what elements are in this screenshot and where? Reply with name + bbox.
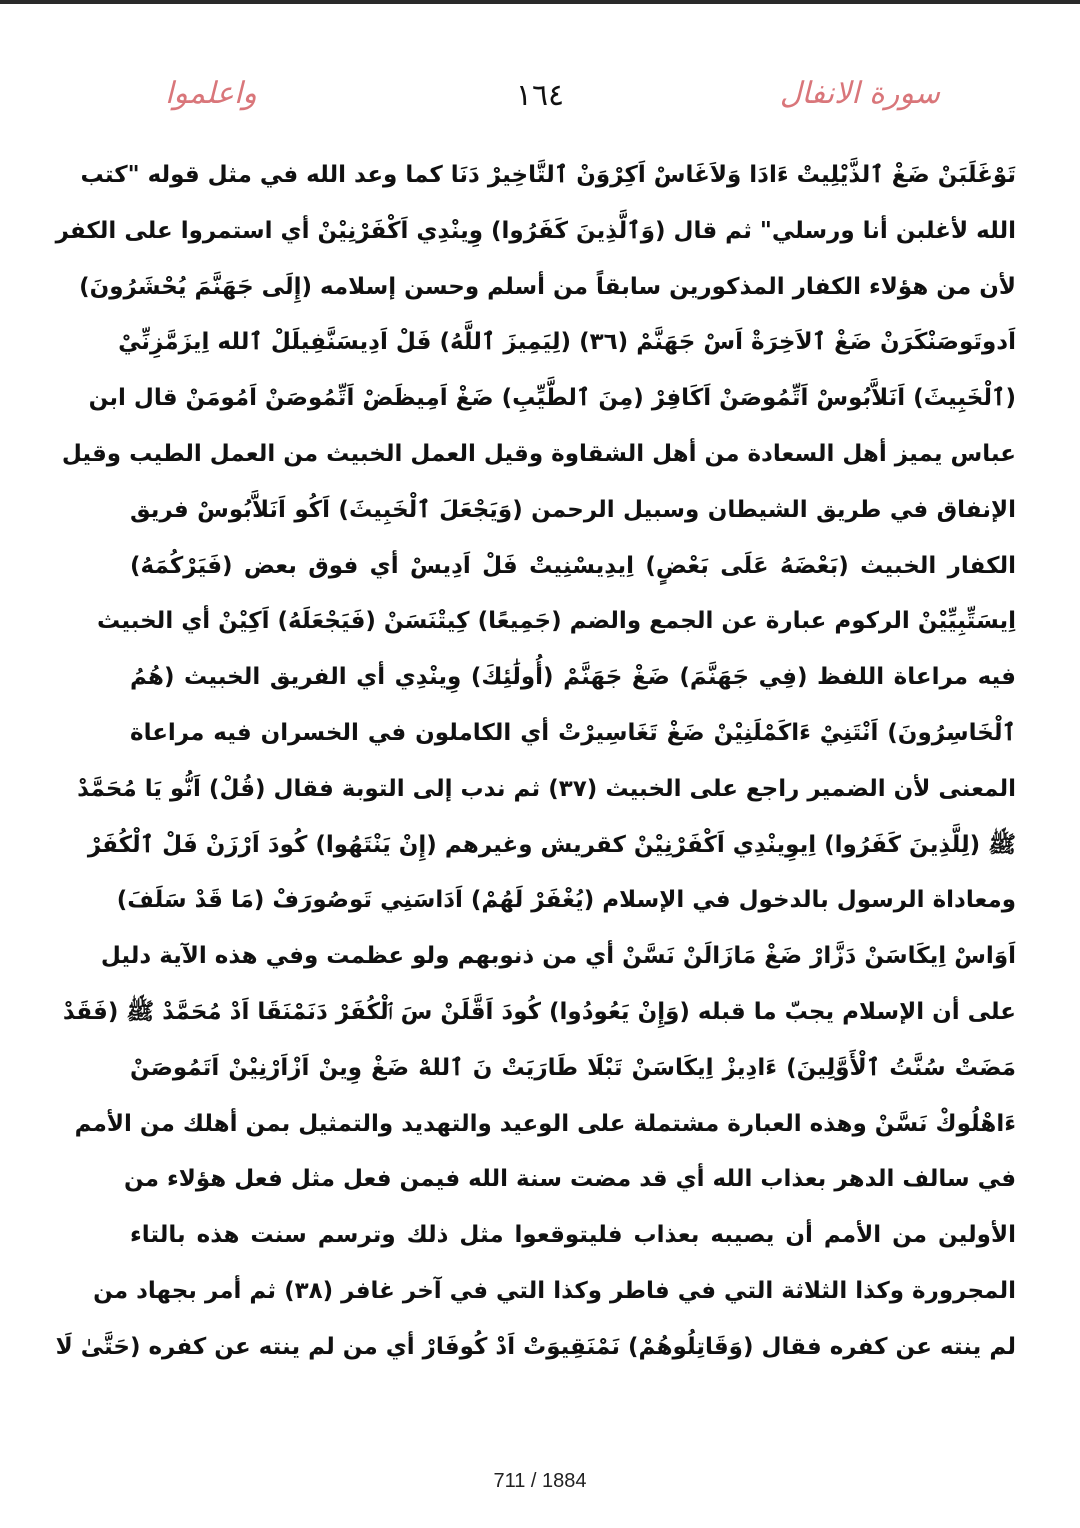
text-line: المعنى لأن الضمير راجع على الخبيث (٣٧) ثم ندب إلى التوبة فقال (قُلْ) اَنُّو يَا مُحَمَّدْ (77, 775, 1016, 802)
text-line: اَدوتَوصَنْكَرَنْ ضَغْ ٱلاَخِرَةْ اَسْ جَهَنَّمْ (٣٦) (لِيَمِيزَ ٱللَّهُ) فَلْ اَدِيسَنَّفِيلَلْ ٱلله اِيزَمَّزِنِّيْ (118, 329, 1016, 356)
scan-top-edge (0, 0, 1080, 4)
text-line: اَوَاسْ اِيكَاسَنْ دَزَّارْ ضَغْ مَازَالَنْ نَسَّنْ أي من ذنوبهم ولو عظمت وفي هذه الآية دليل (100, 943, 1016, 970)
pdf-page-counter: 711 / 1884 (493, 1470, 587, 1492)
text-line: لأن من هؤلاء الكفار المذكورين سابقاً من أسلم وحسن إسلامه (إِلَى جَهَنَّمَ يُحْشَرُونَ) (79, 273, 1016, 300)
text-line: على أن الإسلام يجبّ ما قبله (وَإِنْ يَعُودُوا) كُودَ اَقَّلَنْ سَ ٱلْكُفَرْ دَنَمْنَقَا اَدْ مُحَمَّدْ ﷺ (فَقَدْ (62, 998, 1016, 1025)
page-body-text (55, 148, 1016, 1378)
text-line: المجرورة وكذا الثلاثة التي في فاطر وكذا التي في آخر غافر (٣٨) ثم أمر بجهاد من (93, 1277, 1016, 1304)
handwritten-surah-note: سورة الانفال (779, 76, 940, 111)
text-line: فيه مراعاة اللفظ (فِي جَهَنَّمَ) ضَغْ جَهَنَّمْ (أُولَٰئِكَ) وِينْدِي أي الفريق الخبيث (هُمُ (130, 664, 1016, 691)
text-line: (ٱلْخَبِيثَ) اَنَلاَّبُوسْ اَتِّمُوصَنْ اَكَافِرْ (مِنَ ٱلطَّيِّبِ) ضَغْ اَمِيظَضْ اَتِّمُوصَنْ اَمُومَنْ قال ابن (88, 385, 1016, 412)
text-line: اِيسَتِّبِيِّيْنْ الركوم عبارة عن الجمع والضم (جَمِيعًا) كِيتْنَسَنْ (فَيَجْعَلَهُ) اَكِيْنْ أي الخبيث (96, 608, 1016, 635)
text-line: تَوْغَلَبَنْ ضَغْ ٱلذَّيْلِيتْ ءَادَا وَلاَغَاسْ اَكِرْوَنْ ٱلتَّاخِيرْ دَنَا كما وعد الله في مثل قوله "كتب (80, 162, 1016, 188)
text-line: ﷺ (لِلَّذِينَ كَفَرُوا) اِيوِينْدِي اَكْفَرْنِيْنْ كقريش وغيرهم (إِنْ يَنْتَهُوا) كُودَ اَرْزَنْ فَلْ ٱلْكُفَرْ (87, 831, 1016, 858)
text-line: الإنفاق في طريق الشيطان وسبيل الرحمن (وَيَجْعَلَ ٱلْخَبِيثَ) اَكُو اَنَلاَّبُوسْ فريق (130, 496, 1016, 523)
text-line: في سالف الدهر بعذاب الله أي قد مضت سنة الله فيمن فعل مثل فعل هؤلاء من (124, 1166, 1016, 1193)
text-line: عباس يميز أهل السعادة من أهل الشقاوة وقيل العمل الخبيث من العمل الطيب وقيل (61, 440, 1016, 467)
handwritten-margin-note: واعلموا (165, 76, 257, 111)
text-line: الأولين من الأمم أن يصيبه بعذاب فليتوقعوا مثل ذلك وترسم سنت هذه بالتاء (130, 1222, 1016, 1249)
text-line: مَضَتْ سُنَّتُ ٱلْأَوَّلِينَ) ءَادِيزْ اِيكَاسَنْ تَبْلَا طَارَيَتْ نَ ٱللهْ ضَغْ وِينْ اَزْاَرْنِيْنْ اَتَمُوصَنْ (130, 1054, 1016, 1081)
text-line: لم ينته عن كفره فقال (وَقَاتِلُوهُمْ) نَمْنَقِيوَتْ اَدْ كُوفَارْ أي من لم ينته عن كفره (حَتَّىٰ لَا (55, 1333, 1016, 1360)
printed-page-number: ١٦٤ (515, 78, 565, 113)
text-line: ٱلْخَاسِرُونَ) اَنْتَنِيْ ءَاكَمْلَنِيْنْ ضَغْ تَغَاسِيرْتْ أي الكاملون في الخسران فيه مراعاة (130, 719, 1016, 746)
text-line: الله لأغلبن أنا ورسلي" ثم قال (وَٱلَّذِينَ كَفَرُوا) وِينْدِي اَكْفَرْنِيْنْ أي استمروا على الكفر (55, 217, 1016, 244)
page-header (0, 70, 1080, 130)
text-line: ومعاداة الرسول بالدخول في الإسلام (يُغْفَرْ لَهُمْ) اَدَاسَنِي تَوصُورَفْ (مَا قَدْ سَلَفَ) (116, 887, 1016, 914)
text-line: الكفار الخبيث (بَعْضَهُ عَلَى بَعْضٍ) اِيدِيسْنِيتْ فَلْ اَدِيسْ أي فوق بعض (فَيَرْكُمَهُ) (130, 552, 1016, 579)
text-line: ءَاهْلُوكْ نَسَّنْ وهذه العبارة مشتملة على الوعيد والتهديد والتمثيل بمن أهلك من الأمم (74, 1110, 1016, 1137)
